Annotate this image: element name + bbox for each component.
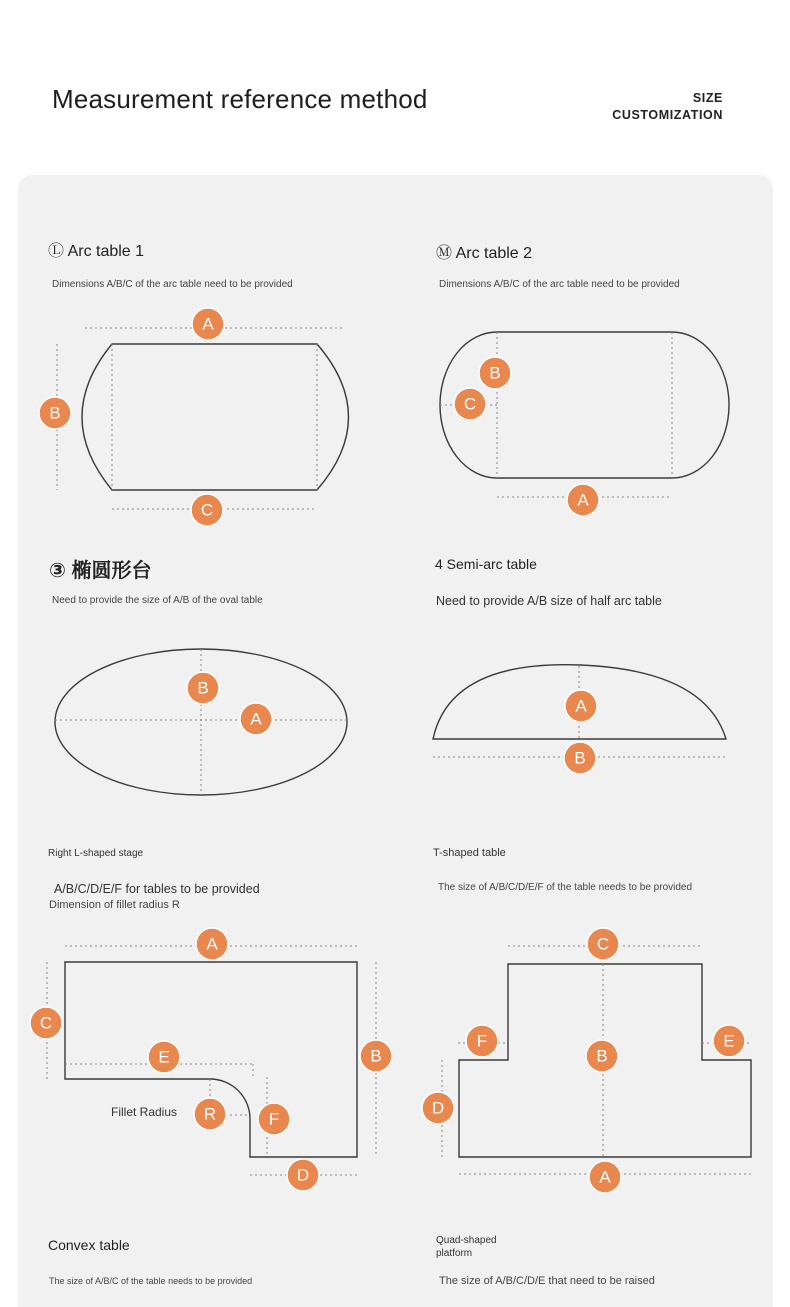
arc2-badge-a	[567, 484, 599, 516]
size-tag-line2: CUSTOMIZATION	[612, 108, 723, 122]
svg-text:A: A	[206, 934, 218, 954]
svg-text:B: B	[489, 363, 501, 383]
svg-text:A: A	[202, 314, 214, 334]
t-shape-diagram	[422, 928, 751, 1193]
size-tag-line1: SIZE	[692, 91, 723, 105]
arc2-badge-c	[454, 388, 486, 420]
page-title: Measurement reference method	[52, 84, 428, 114]
l-badge-f	[258, 1103, 290, 1135]
svg-text:B: B	[370, 1046, 382, 1066]
semi-arc-title: 4 Semi-arc table	[435, 556, 537, 572]
t-badge-a	[589, 1161, 621, 1193]
l-badge-d	[287, 1159, 319, 1191]
arc-table-1-diagram	[39, 308, 349, 526]
arc1-badge-c	[191, 494, 223, 526]
quad-platform-title: Quad-shaped platform	[436, 1235, 497, 1259]
svg-text:E: E	[723, 1031, 735, 1051]
l-shape-diagram	[30, 928, 392, 1191]
oval-badge-a	[240, 703, 272, 735]
svg-text:A: A	[599, 1167, 611, 1187]
oval-table-diagram	[55, 649, 347, 795]
l-shape-title: Right L-shaped stage	[48, 848, 144, 859]
t-badge-b	[586, 1040, 618, 1072]
l-shape-desc-2: Dimension of fillet radius R	[49, 899, 180, 911]
fillet-radius-label: Fillet Radius	[111, 1105, 178, 1119]
quad-platform-desc: The size of A/B/C/D/E that need to be raised	[439, 1275, 655, 1287]
arc-table-1-title: Ⓛ Arc table 1	[48, 243, 145, 260]
svg-text:A: A	[577, 490, 589, 510]
semi-arc-desc: Need to provide A/B size of half arc table	[436, 594, 662, 608]
svg-text:C: C	[596, 934, 610, 954]
semi-badge-a	[565, 690, 597, 722]
svg-text:E: E	[158, 1047, 170, 1067]
svg-text:R: R	[203, 1104, 217, 1124]
svg-text:F: F	[268, 1109, 280, 1129]
arc-table-1-desc: Dimensions A/B/C of the arc table need to be provided	[52, 279, 293, 290]
svg-text:A: A	[250, 709, 262, 729]
t-shape-desc: The size of A/B/C/D/E/F of the table needs to be provided	[438, 882, 693, 893]
t-badge-d	[422, 1092, 454, 1124]
l-badge-a	[196, 928, 228, 960]
arc-table-2-diagram	[440, 332, 729, 516]
arc2-badge-b	[479, 357, 511, 389]
svg-text:D: D	[431, 1098, 445, 1118]
l-badge-r	[194, 1098, 226, 1130]
l-shape-desc-1: A/B/C/D/E/F for tables to be provided	[54, 882, 260, 896]
t-shape-title: T-shaped table	[433, 847, 506, 859]
svg-text:B: B	[49, 403, 61, 423]
arc1-badge-b	[39, 397, 71, 429]
t-badge-c	[587, 928, 619, 960]
arc-table-2-desc: Dimensions A/B/C of the arc table need to be provided	[439, 279, 680, 290]
svg-text:B: B	[197, 678, 209, 698]
oval-table-desc: Need to provide the size of A/B of the oval table	[52, 595, 263, 606]
t-badge-e	[713, 1025, 745, 1057]
svg-text:C: C	[200, 500, 214, 520]
semi-badge-b	[564, 742, 596, 774]
arc-table-2-title: Ⓜ Arc table 2	[436, 245, 533, 262]
convex-table-desc: The size of A/B/C of the table needs to be provided	[49, 1276, 253, 1286]
svg-text:A: A	[575, 696, 587, 716]
arc1-badge-a	[192, 308, 224, 340]
svg-text:C: C	[39, 1013, 53, 1033]
svg-text:B: B	[596, 1046, 608, 1066]
l-badge-e	[148, 1041, 180, 1073]
l-badge-b	[360, 1040, 392, 1072]
l-badge-c	[30, 1007, 62, 1039]
svg-text:F: F	[476, 1031, 488, 1051]
arc-table-1-shape	[82, 344, 349, 490]
convex-table-title: Convex table	[48, 1237, 130, 1253]
svg-text:D: D	[296, 1165, 310, 1185]
semi-arc-diagram	[433, 665, 726, 774]
oval-badge-b	[187, 672, 219, 704]
t-badge-f	[466, 1025, 498, 1057]
svg-text:C: C	[463, 394, 477, 414]
oval-table-title: ③ 椭圆形台	[49, 560, 152, 582]
svg-text:B: B	[574, 748, 586, 768]
